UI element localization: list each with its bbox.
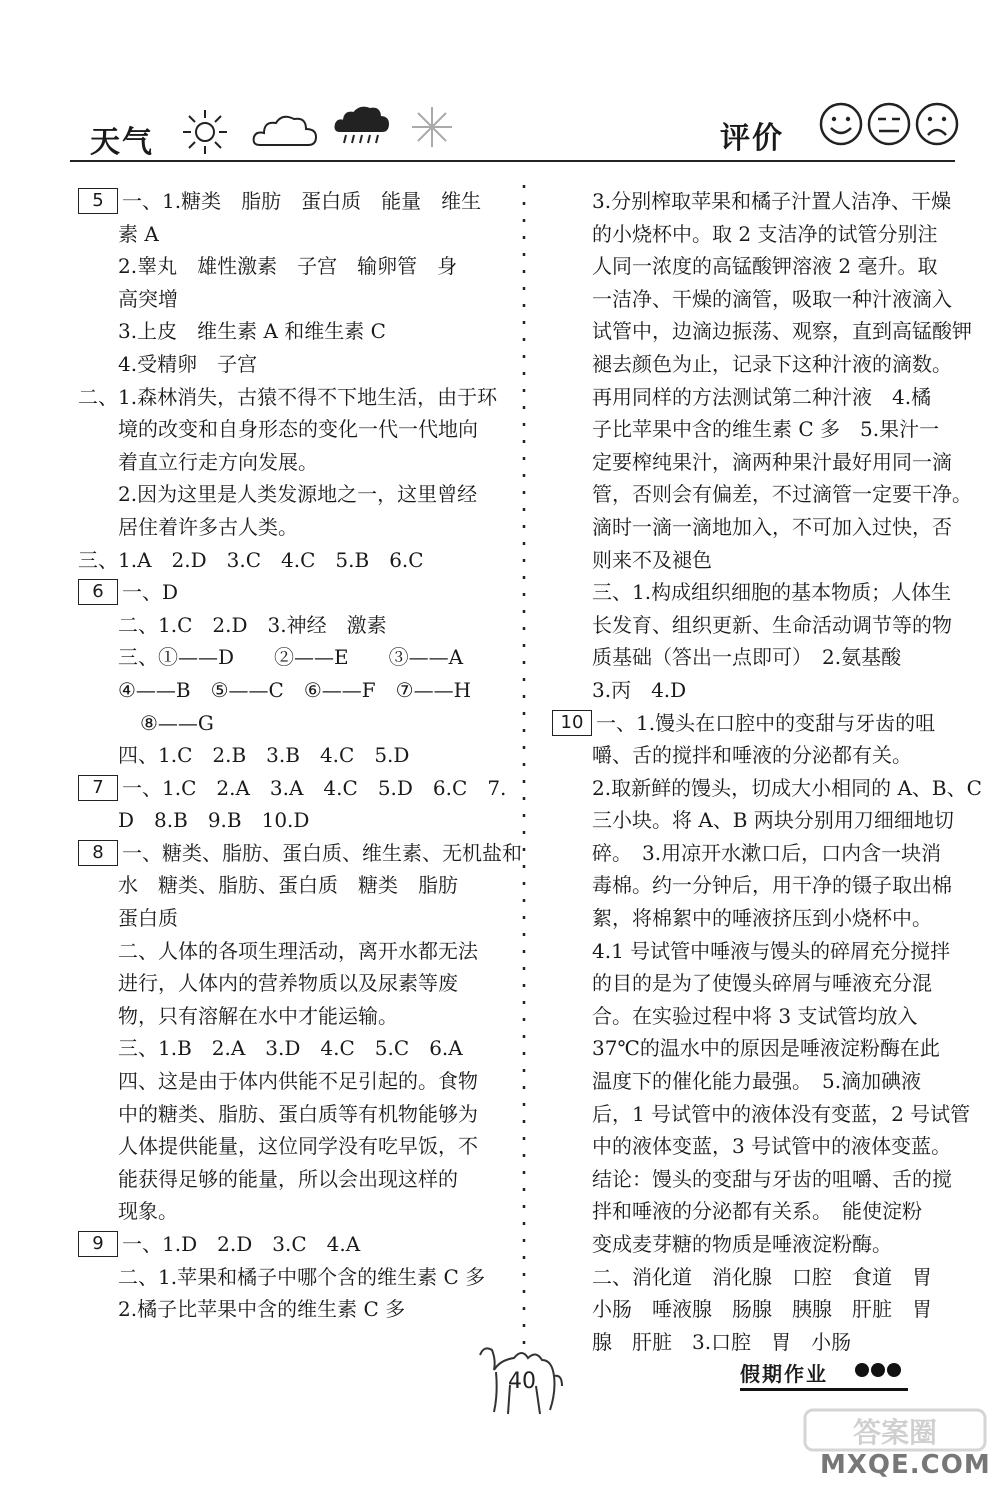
answer-text: 管，否则会有偏差，不过滴管一定要干净。 (592, 482, 972, 507)
answer-line (78, 1000, 508, 1033)
answer-line (78, 739, 508, 772)
answer-line (78, 544, 508, 577)
answer-text: 小肠 唾液腺 肠腺 胰腺 肝脏 胃 (592, 1297, 932, 1322)
footer-dot (871, 1363, 885, 1377)
answer-line (552, 544, 972, 577)
answer-line (552, 1000, 972, 1033)
answer-text: 着直立行走方向发展。 (118, 449, 318, 474)
answer-text: 一洁净、干燥的滴管，吸取一种汁液滴入 (592, 286, 952, 311)
answer-text: 四、1.C 2.B 3.B 4.C 5.D (118, 743, 410, 768)
answer-text: 一、1.C 2.A 3.A 4.C 5.D 6.C 7. (122, 775, 507, 800)
answer-text: 素 A (118, 221, 159, 246)
answer-line (552, 1326, 972, 1359)
answer-text: 境的改变和自身形态的变化一代一代地向 (118, 417, 478, 442)
answer-text: 后，1 号试管中的液体没有变蓝，2 号试管 (592, 1101, 971, 1126)
answer-text: ⑧——G (140, 710, 214, 735)
answer-text: 人同一浓度的高锰酸钾溶液 2 毫升。取 (592, 254, 938, 279)
answer-text: 三、1.构成组织细胞的基本物质；人体生 (592, 580, 952, 605)
answer-line (78, 837, 522, 870)
answer-line (78, 1293, 508, 1326)
answer-text: 2.睾丸 雄性激素 子宫 输卵管 身 (118, 254, 458, 279)
answer-line (552, 218, 972, 251)
answer-text: 物，只有溶解在水中才能运输。 (118, 1003, 398, 1028)
answer-line (78, 1098, 508, 1131)
answer-line (552, 869, 972, 902)
answer-line (78, 1032, 508, 1065)
answer-line (552, 315, 972, 348)
answer-line (552, 739, 972, 772)
answer-text: 一、1.馒头在口腔中的变甜与牙齿的咀 (596, 710, 936, 735)
answer-line (552, 609, 972, 642)
footer-underline (740, 1388, 908, 1391)
answer-text: 现象。 (118, 1199, 178, 1224)
answer-line (78, 772, 508, 805)
column-divider (521, 185, 527, 1345)
question-number-box: 7 (78, 775, 118, 801)
answer-line (78, 511, 508, 544)
answer-line (78, 185, 508, 218)
weather-label: 天气 (90, 125, 154, 160)
answer-text: 二、消化道 消化腺 口腔 食道 胃 (592, 1264, 932, 1289)
header-divider (70, 160, 955, 162)
watermark-logo-text: 答案圈 (852, 1416, 938, 1449)
answer-line (78, 1195, 508, 1228)
answer-line (552, 902, 972, 935)
answer-text: 2.橘子比苹果中含的维生素 C 多 (118, 1297, 406, 1322)
answer-line (78, 348, 508, 381)
answer-line (552, 674, 972, 707)
answer-text: 四、这是由于体内供能不足引起的。食物 (118, 1069, 478, 1094)
answer-text: 三小块。将 A、B 两块分别用刀细细地切 (592, 808, 954, 833)
answer-text: ④——B ⑤——C ⑥——F ⑦——H (118, 677, 472, 702)
answer-text: 居住着许多古人类。 (118, 514, 298, 539)
answer-line (552, 1195, 972, 1228)
answer-line (552, 707, 972, 740)
answer-line (78, 902, 508, 935)
answer-line (78, 381, 508, 414)
question-number-box: 6 (78, 579, 118, 605)
answer-line (78, 446, 508, 479)
sad-face-icon (914, 101, 960, 147)
page-number: 40 (508, 1369, 536, 1394)
answer-line (552, 1098, 972, 1131)
answer-text: 二、1.苹果和橘子中哪个含的维生素 C 多 (118, 1264, 486, 1289)
answer-line (78, 478, 508, 511)
answer-line (78, 315, 508, 348)
answer-line (552, 935, 972, 968)
answer-text: 一、1.D 2.D 3.C 4.A (122, 1232, 361, 1256)
snowflake-icon (410, 105, 454, 149)
answer-line (78, 609, 508, 642)
answer-text: 变成麦芽糖的物质是唾液淀粉酶。 (592, 1232, 892, 1256)
answer-line (78, 1130, 508, 1163)
answer-text: 能获得足够的能量，所以会出现这样的 (118, 1166, 458, 1191)
answer-text: 中的液体变蓝，3 号试管中的液体变蓝。 (592, 1134, 952, 1159)
answer-text: 拌和唾液的分泌都有关系。 能使淀粉 (592, 1199, 922, 1224)
answer-line (552, 283, 972, 316)
answer-line (552, 348, 972, 381)
answer-line (552, 1163, 972, 1196)
answer-text: 的目的是为了使馒头碎屑与唾液充分混 (592, 971, 932, 996)
answer-line (78, 804, 508, 837)
answer-line (78, 283, 508, 316)
answer-text: 毒棉。约一分钟后，用干净的镊子取出棉 (592, 873, 952, 898)
answer-text: 3.上皮 维生素 A 和维生素 C (118, 319, 386, 344)
answer-line (78, 707, 508, 740)
answer-line (78, 935, 508, 968)
question-number-box: 5 (78, 188, 118, 214)
cloud-icon (250, 111, 320, 151)
answer-text: 的小烧杯中。取 2 支洁净的试管分别注 (592, 221, 938, 246)
answer-text: 褪去颜色为止，记录下这种汁液的滴数。 (592, 351, 952, 376)
answer-text: 絮，将棉絮中的唾液挤压到小烧杯中。 (592, 906, 932, 931)
footer-label: 假期作业 (740, 1362, 828, 1386)
answer-line (78, 641, 508, 674)
smile-face-icon (818, 101, 864, 147)
answer-line (552, 967, 972, 1000)
neutral-face-icon (866, 101, 912, 147)
answer-line (552, 1293, 972, 1326)
sun-icon (180, 107, 230, 157)
answer-line (78, 674, 508, 707)
answer-text: 碎。 3.用凉开水漱口后，口内含一块消 (592, 840, 942, 865)
camel-page-number (470, 1330, 570, 1420)
answer-text: 一、D (122, 580, 179, 605)
answer-text: 温度下的催化能力最强。 5.滴加碘液 (592, 1069, 922, 1094)
answer-text: 嚼、舌的搅拌和唾液的分泌都有关。 (592, 743, 912, 768)
question-number-box: 8 (78, 840, 118, 866)
answer-text: 三、1.B 2.A 3.D 4.C 5.C 6.A (118, 1036, 463, 1061)
answer-line (552, 185, 972, 218)
answer-line (552, 381, 972, 414)
answer-line (78, 413, 508, 446)
answer-text: 滴时一滴一滴地加入，不可加入过快，否 (592, 514, 952, 539)
answer-text: 一、1.糖类 脂肪 蛋白质 能量 维生 (122, 189, 482, 213)
answer-line (552, 576, 972, 609)
answer-text: 结论：馒头的变甜与牙齿的咀嚼、舌的搅 (592, 1166, 952, 1191)
rating-label: 评价 (720, 121, 784, 156)
answer-text: D 8.B 9.B 10.D (118, 808, 310, 833)
answer-text: 则来不及褪色 (592, 547, 712, 572)
answer-text: 三、1.A 2.D 3.C 4.C 5.B 6.C (78, 547, 424, 572)
answer-text: 水 糖类、脂肪、蛋白质 糖类 脂肪 (118, 873, 458, 898)
answer-line (552, 511, 972, 544)
answer-line (78, 967, 508, 1000)
answer-text: 37℃的温水中的原因是唾液淀粉酶在此 (592, 1036, 940, 1061)
answer-line (552, 446, 972, 479)
answer-line (78, 250, 508, 283)
footer-dot (855, 1363, 869, 1377)
answer-text: 人体提供能量，这位同学没有吃早饭，不 (118, 1134, 478, 1159)
answer-text: 3.丙 4.D (592, 677, 687, 702)
answer-text: 4.受精卵 子宫 (118, 351, 258, 376)
left-answer-column (78, 185, 522, 1326)
right-answer-column (552, 185, 982, 1358)
answer-text: 定要榨纯果汁，滴两种果汁最好用同一滴 (592, 449, 952, 474)
answer-line (552, 641, 972, 674)
answer-line (552, 772, 982, 805)
answer-text: 2.取新鲜的馒头，切成大小相同的 A、B、C (592, 775, 982, 800)
page-header (70, 95, 960, 165)
question-number-box: 9 (78, 1231, 118, 1257)
answer-text: 质基础（答出一点即可） 2.氨基酸 (592, 645, 902, 670)
answer-line (78, 1228, 508, 1261)
answer-line (78, 1261, 508, 1294)
answer-text: 腺 肝脏 3.口腔 胃 小肠 (592, 1329, 852, 1354)
answer-line (552, 413, 972, 446)
answer-text: 高突增 (118, 286, 178, 311)
answer-line (78, 869, 508, 902)
answer-line (552, 1261, 972, 1294)
answer-text: 试管中，边滴边振荡、观察，直到高锰酸钾 (592, 319, 972, 344)
answer-line (552, 837, 972, 870)
answer-text: 中的糖类、脂肪、蛋白质等有机物能够为 (118, 1101, 478, 1126)
answer-text: 一、糖类、脂肪、蛋白质、维生素、无机盐和 (122, 840, 522, 865)
answer-line (78, 1163, 508, 1196)
answer-line (552, 1130, 972, 1163)
footer-dots (855, 1362, 903, 1381)
answer-text: 合。在实验过程中将 3 支试管均放入 (592, 1003, 918, 1028)
answer-text: 蛋白质 (118, 906, 178, 931)
watermark-text: MXQE.COM (820, 1450, 991, 1480)
answer-text: 4.1 号试管中唾液与馒头的碎屑充分搅拌 (592, 938, 951, 963)
answer-line (552, 1065, 972, 1098)
answer-text: 二、人体的各项生理活动，离开水都无法 (118, 938, 478, 963)
answer-line (552, 1228, 972, 1261)
answer-line (78, 576, 508, 609)
answer-line (552, 478, 972, 511)
question-number-box: 10 (552, 710, 592, 736)
answer-line (78, 218, 508, 251)
answer-text: 二、1.C 2.D 3.神经 激素 (118, 612, 387, 637)
answer-line (552, 804, 972, 837)
answer-text: 三、①——D ②——E ③——A (118, 645, 464, 670)
answer-text: 长发育、组织更新、生命活动调节等的物 (592, 612, 952, 637)
answer-text: 再用同样的方法测试第二种汁液 4.橘 (592, 384, 932, 409)
answer-text: 3.分别榨取苹果和橘子汁置人洁净、干燥 (592, 189, 952, 213)
answer-text: 2.因为这里是人类发源地之一，这里曾经 (118, 482, 478, 507)
answer-line (78, 1065, 508, 1098)
answer-text: 二、1.森林消失，古猿不得不下地生活，由于环 (78, 384, 498, 409)
footer-dot (887, 1363, 901, 1377)
answer-text: 进行，人体内的营养物质以及尿素等废 (118, 971, 458, 996)
answer-text: 子比苹果中含的维生素 C 多 5.果汁一 (592, 417, 940, 442)
answer-line (552, 250, 972, 283)
answer-line (552, 1032, 972, 1065)
rain-cloud-icon (332, 103, 392, 153)
